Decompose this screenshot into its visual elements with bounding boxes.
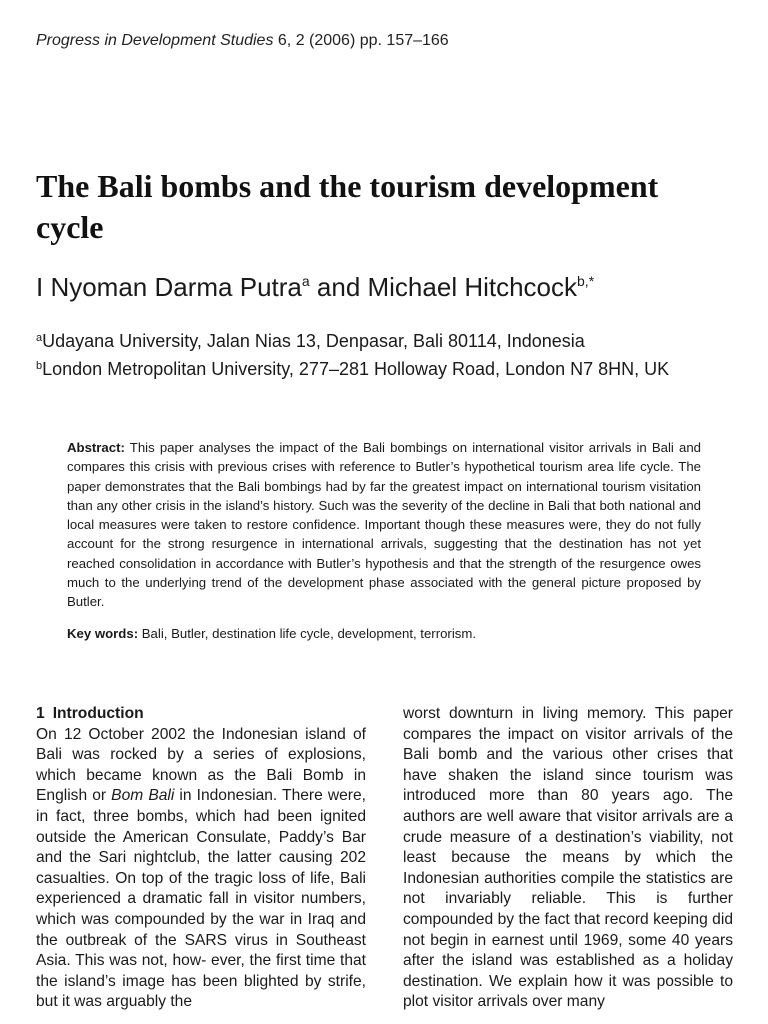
section-title: Introduction bbox=[52, 705, 144, 722]
affiliation-b bbox=[36, 354, 676, 382]
body-column-right bbox=[403, 704, 733, 1013]
keywords-text: Bali, Butler, destination life cycle, development, terrorism. bbox=[138, 626, 476, 641]
body-text: in Indonesian. There were, in fact, three bombs, which had been ignited outside the American Consulate, Paddy’s Bar and the Sari nightclub, the latter causing 202 casualties. On top of the tragic loss of life, Bali experienced a dramatic fall in visitor numbers, which was compounded by the war in Iraq and the outbreak of the SARS virus in Southeast Asia. This was not, how- ever, the first time that the island’s image has been blighted by strife, but it was arguably the bbox=[36, 787, 366, 1011]
author-affiliation-mark: a bbox=[301, 273, 310, 289]
journal-citation bbox=[36, 32, 449, 50]
author-list bbox=[36, 272, 594, 303]
author-name: I Nyoman Darma Putra bbox=[36, 272, 302, 302]
affiliation-a bbox=[36, 326, 676, 354]
affiliation-text: London Metropolitan University, 277–281 Holloway Road, London N7 8HN, UK bbox=[42, 358, 670, 379]
affiliation-mark: b bbox=[36, 359, 43, 372]
abstract bbox=[67, 438, 701, 612]
affiliation-text: Udayana University, Jalan Nias 13, Denpasar, Bali 80114, Indonesia bbox=[42, 331, 585, 351]
abstract-label: Abstract: bbox=[67, 440, 125, 455]
body-text: On 12 October 2002 the Indonesian island of Bali was rocked by a series of explosions, which became known as the Bali Bomb in English or bbox=[36, 725, 366, 805]
author-name: Michael Hitchcock bbox=[367, 272, 578, 302]
journal-name: Progress in Development Studies bbox=[36, 32, 274, 49]
body-paragraph: worst downturn in living memory. This paper compares the impact on visitor arrivals of the Bali bomb and the various other crises that have shaken the island since tourism was introduced more than 80 years ago. The authors are well aware that visitor arrivals are a crude measure of a destination’s viability, not least because the means by which the Indonesian authorities compile the statistics are not invariably reliable. This is further compounded by the fact that record keeping did not begin in earnest until 1969, some 40 years after the island was established as a holiday destination. We explain how it was possible to plot visitor arrivals over many bbox=[403, 705, 733, 1011]
journal-volume-pages: 6, 2 (2006) pp. 157–166 bbox=[273, 32, 449, 49]
section-number: 1 bbox=[36, 705, 45, 722]
abstract-text: This paper analyses the impact of the Bali bombings on international visitor arrivals in Bali and compares this crisis with previous crises with reference to Butler’s hypothetical tourism area life cycle. The paper demonstrates that the Bali bombings had by far the greatest impact on international tourism visitation than any other crisis in the island’s history. Such was the severity of the decline in Bali that both national and local measures were taken to restore confidence. Important though these measures were, they do not fully account for the strong resurgence in international arrivals, suggesting that the destination has not yet reached consolidation in accordance with Butler’s hypothesis and that the strength of the resurgence owes much to the underlying trend of the development phase associated with the general picture proposed by Butler. bbox=[67, 440, 701, 610]
body-paragraph bbox=[36, 725, 366, 1013]
section-heading bbox=[36, 704, 366, 725]
body-text-italic: Bom Bali bbox=[111, 787, 175, 805]
author-affiliation-mark: b,* bbox=[577, 273, 595, 289]
author-joiner: and bbox=[309, 272, 368, 302]
affiliations bbox=[36, 326, 676, 381]
keywords-label: Key words: bbox=[67, 626, 139, 641]
article-title: The Bali bombs and the tourism development cycle bbox=[36, 168, 659, 245]
body-column-left bbox=[36, 704, 366, 1013]
keywords bbox=[67, 624, 701, 643]
affiliation-mark: a bbox=[36, 332, 43, 344]
